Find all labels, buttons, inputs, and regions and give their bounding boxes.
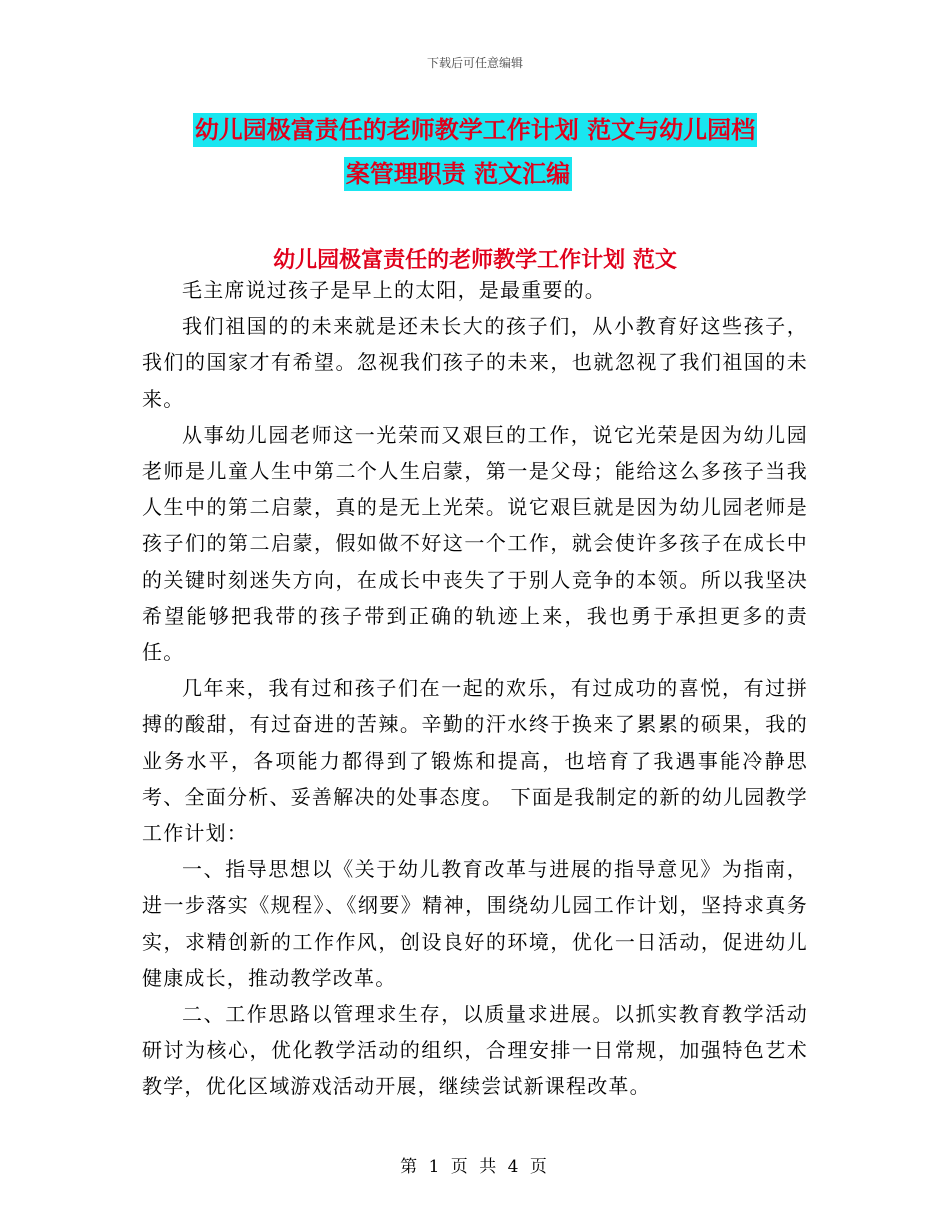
header-note: 下载后可任意编辑 <box>426 56 523 70</box>
page-footer: 第 1 页 共 4 页 <box>400 1157 550 1177</box>
title-highlight-line-1: 幼儿园极富责任的老师教学工作计划 范文与幼儿园档 <box>193 113 757 147</box>
paragraph: 几年来，我有过和孩子们在一起的欢乐，有过成功的喜悦，有过拼搏的酸甜，有过奋进的苦辣。辛勤的汗水终于换来了累累的硕果，我的业务水平，各项能力都得到了锻炼和提高，也培育了我遇事能冷静思考、全面分析、妥善解决的处事态度。 下面是我制定的新的幼儿园教学工作计划： <box>142 676 808 846</box>
document-title-line-2 <box>0 152 950 196</box>
paragraph: 一、指导思想以《关于幼儿教育改革与进展的指导意见》为指南，进一步落实《规程》、《纲要》精神，围绕幼儿园工作计划，坚持求真务实，求精创新的工作作风，创设良好的环境，优化一日活动，促进幼儿健康成长，推动教学改革。 <box>142 857 808 990</box>
document-title-line-1 <box>0 108 950 152</box>
section-title: 幼儿园极富责任的老师教学工作计划 范文 <box>273 248 677 273</box>
paragraph: 毛主席说过孩子是早上的太阳，是最重要的。 <box>182 278 606 302</box>
paragraph: 二、工作思路以管理求生存，以质量求进展。以抓实教育教学活动研讨为核心，优化教学活动的组织，合理安排一日常规，加强特色艺术教学，优化区域游戏活动开展，继续尝试新课程改革。 <box>142 1002 808 1099</box>
document-title <box>0 108 950 196</box>
title-highlight-line-2: 案管理职责 范文汇编 <box>344 157 572 191</box>
paragraph: 从事幼儿园老师这一光荣而又艰巨的工作，说它光荣是因为幼儿园老师是儿童人生中第二个人生启蒙，第一是父母；能给这么多孩子当我人生中的第二启蒙，真的是无上光荣。说它艰巨就是因为幼儿园老师是孩子们的第二启蒙，假如做不好这一个工作，就会使许多孩子在成长中的关键时刻迷失方向，在成长中丧失了于别人竞争的本领。所以我坚决希望能够把我带的孩子带到正确的轨迹上来，我也勇于承担更多的责任。 <box>142 422 808 665</box>
body-text <box>142 272 808 1105</box>
paragraph: 我们祖国的的未来就是还未长大的孩子们，从小教育好这些孩子，我们的国家才有希望。忽视我们孩子的未来，也就忽视了我们祖国的未来。 <box>142 314 808 411</box>
